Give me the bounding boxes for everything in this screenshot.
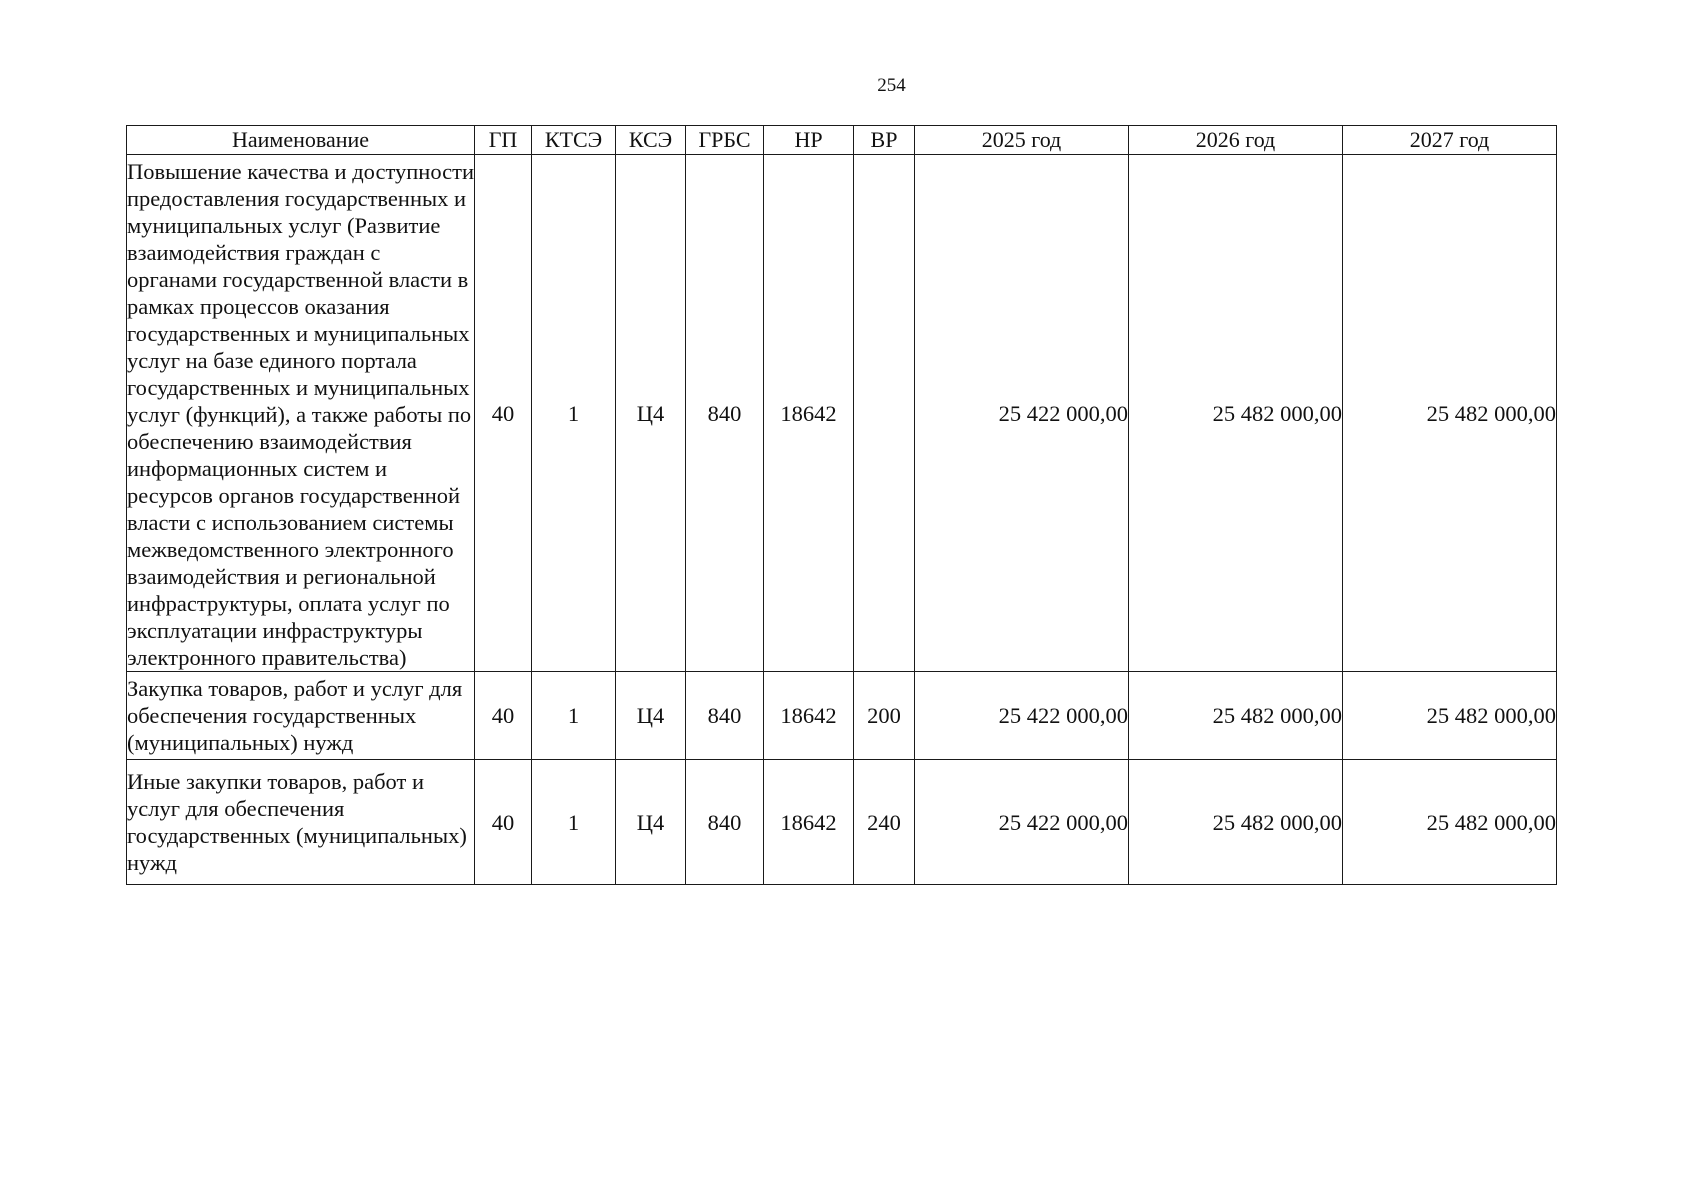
row-2027: 25 482 000,00 [1343,672,1557,760]
header-ktse: КТСЭ [532,126,616,155]
row-gp: 40 [475,155,532,672]
table-row [127,760,1557,885]
row-name: Повышение качества и доступности предоставления государственных и муниципальных услуг (Развитие взаимодействия граждан с органами государственной власти в рамках процессов оказания государственных и муниципальных услуг на базе единого портала государственных и муниципальных услуг (функций), а также работы по обеспечению взаимодействия информационных систем и ресурсов органов государственной власти с использованием системы межведомственного электронного взаимодействия и региональной инфраструктуры, оплата услуг по эксплуатации инфраструктуры электронного правительства) [127,155,475,672]
row-kse: Ц4 [616,760,686,885]
table-row [127,672,1557,760]
header-row [127,126,1557,155]
row-2025: 25 422 000,00 [915,155,1129,672]
table-row [127,155,1557,672]
row-ktse: 1 [532,155,616,672]
row-ktse: 1 [532,672,616,760]
header-grbs: ГРБС [686,126,764,155]
row-2025: 25 422 000,00 [915,672,1129,760]
row-ktse: 1 [532,760,616,885]
page-number: 254 [877,75,906,96]
header-gp: ГП [475,126,532,155]
row-2026: 25 482 000,00 [1129,760,1343,885]
header-2026: 2026 год [1129,126,1343,155]
row-vr [854,155,915,672]
row-vr: 240 [854,760,915,885]
header-vr: ВР [854,126,915,155]
row-2027: 25 482 000,00 [1343,155,1557,672]
row-name: Закупка товаров, работ и услуг для обеспечения государственных (муниципальных) нужд [127,672,475,760]
row-grbs: 840 [686,672,764,760]
row-nr: 18642 [764,155,854,672]
row-gp: 40 [475,672,532,760]
row-grbs: 840 [686,760,764,885]
row-kse: Ц4 [616,672,686,760]
row-2026: 25 482 000,00 [1129,155,1343,672]
row-nr: 18642 [764,760,854,885]
header-nr: НР [764,126,854,155]
row-2025: 25 422 000,00 [915,760,1129,885]
row-2026: 25 482 000,00 [1129,672,1343,760]
header-2025: 2025 год [915,126,1129,155]
row-nr: 18642 [764,672,854,760]
row-gp: 40 [475,760,532,885]
header-kse: КСЭ [616,126,686,155]
header-2027: 2027 год [1343,126,1557,155]
row-grbs: 840 [686,155,764,672]
row-2027: 25 482 000,00 [1343,760,1557,885]
row-vr: 200 [854,672,915,760]
header-name: Наименование [127,126,475,155]
budget-table [126,125,1557,885]
row-kse: Ц4 [616,155,686,672]
row-name: Иные закупки товаров, работ и услуг для обеспечения государственных (муниципальных) нужд [127,760,475,885]
